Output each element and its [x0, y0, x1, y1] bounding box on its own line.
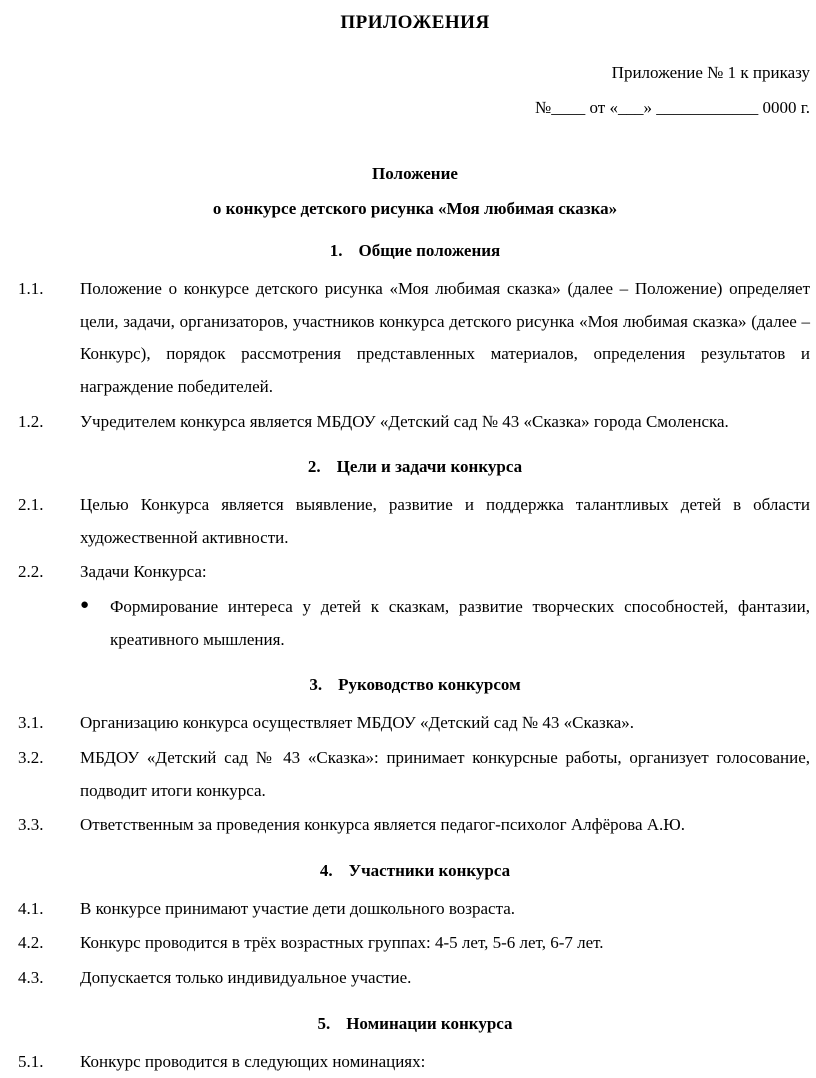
clause-number: 4.3.	[18, 968, 44, 988]
section-title-4: Участники конкурса	[348, 860, 511, 880]
clause-text: МБДОУ «Детский сад № 43 «Сказка»: принимает конкурсные работы, организует голосование, подводит итоги конкурса.	[80, 747, 810, 800]
clause-number: 2.2.	[18, 562, 44, 582]
clause-number: 4.2.	[18, 933, 44, 953]
clause-1-1	[18, 273, 812, 404]
heading-line-2: о конкурсе детского рисунка «Моя любимая сказка»	[212, 199, 618, 219]
clause-text: Задачи Конкурса:	[80, 562, 207, 582]
bullet-item	[80, 591, 812, 656]
section-title-1: Общие положения	[358, 241, 501, 261]
clause-number: 1.2.	[18, 411, 44, 431]
clause-number: 3.2.	[18, 747, 44, 767]
section-heading-2	[18, 457, 812, 477]
section-number-2: 2.	[307, 457, 321, 477]
clause-text: Ответственным за проведения конкурса является педагог-психолог Алфёрова А.Ю.	[80, 815, 686, 835]
section-number-1: 1.	[329, 241, 343, 261]
clause-text: Конкурс проводится в трёх возрастных группах: 4-5 лет, 5-6 лет, 6-7 лет.	[80, 933, 604, 953]
section-title-5: Номинации конкурса	[346, 1013, 513, 1033]
clause-text: Целью Конкурса является выявление, развитие и поддержка талантливых детей в области художественной активности.	[80, 495, 810, 547]
section-number-3: 3.	[309, 675, 323, 695]
document-heading	[18, 156, 812, 227]
heading-line-1: Положение	[372, 163, 458, 183]
clause-number: 2.1.	[18, 495, 44, 515]
clause-text: Положение о конкурсе детского рисунка «Моя любимая сказка» (далее – Положение) определяет цели, задачи, организаторов, участников конкурса детского рисунка «Моя любимая сказка» (далее – Конкурс), порядок рассмотрения представленных материалов, определения результатов и награждение победителей.	[80, 279, 810, 396]
clause-3-2	[18, 742, 812, 807]
clause-number: 3.1.	[18, 713, 44, 733]
clause-text: Организацию конкурса осуществляет МБДОУ «Детский сад № 43 «Сказка».	[80, 713, 635, 733]
clause-4-2	[18, 927, 812, 960]
clause-number: 3.3.	[18, 815, 44, 835]
clause-5-1	[18, 1046, 812, 1078]
clause-number: 5.1.	[18, 1051, 44, 1071]
clause-4-3	[18, 962, 812, 995]
clause-number: 4.1.	[18, 898, 44, 918]
clause-2-1	[18, 489, 812, 554]
section-heading-1	[18, 241, 812, 261]
section-heading-4	[18, 861, 812, 881]
clause-4-1	[18, 893, 812, 926]
clause-text: Учредителем конкурса является МБДОУ «Детский сад № 43 «Сказка» города Смоленска.	[80, 411, 729, 431]
clause-3-1	[18, 707, 812, 740]
clause-1-2	[18, 406, 812, 439]
clause-2-2	[18, 556, 812, 589]
section-title-3: Руководство конкурсом	[338, 675, 521, 695]
bullet-dot-icon: ●	[80, 597, 90, 614]
approval-block	[18, 56, 812, 126]
clause-text: Конкурс проводится в следующих номинациях:	[80, 1051, 426, 1071]
clause-number: 1.1.	[18, 279, 44, 299]
clause-3-3	[18, 809, 812, 842]
approval-line-2: №____ от «___» ____________ 0000 г.	[535, 97, 810, 117]
section-heading-3	[18, 675, 812, 695]
bullet-text: Формирование интереса у детей к сказкам, развитие творческих способностей, фантазии, креативного мышления.	[110, 597, 810, 649]
clause-text: Допускается только индивидуальное участие.	[80, 968, 412, 988]
approval-line-1: Приложение № 1 к приказу	[611, 63, 810, 82]
page-title: ПРИЛОЖЕНИЯ	[340, 12, 490, 33]
clause-text: В конкурсе принимают участие дети дошкольного возраста.	[80, 898, 516, 918]
section-title-2: Цели и задачи конкурса	[336, 457, 523, 477]
section-number-4: 4.	[319, 860, 333, 880]
section-number-5: 5.	[317, 1013, 331, 1033]
